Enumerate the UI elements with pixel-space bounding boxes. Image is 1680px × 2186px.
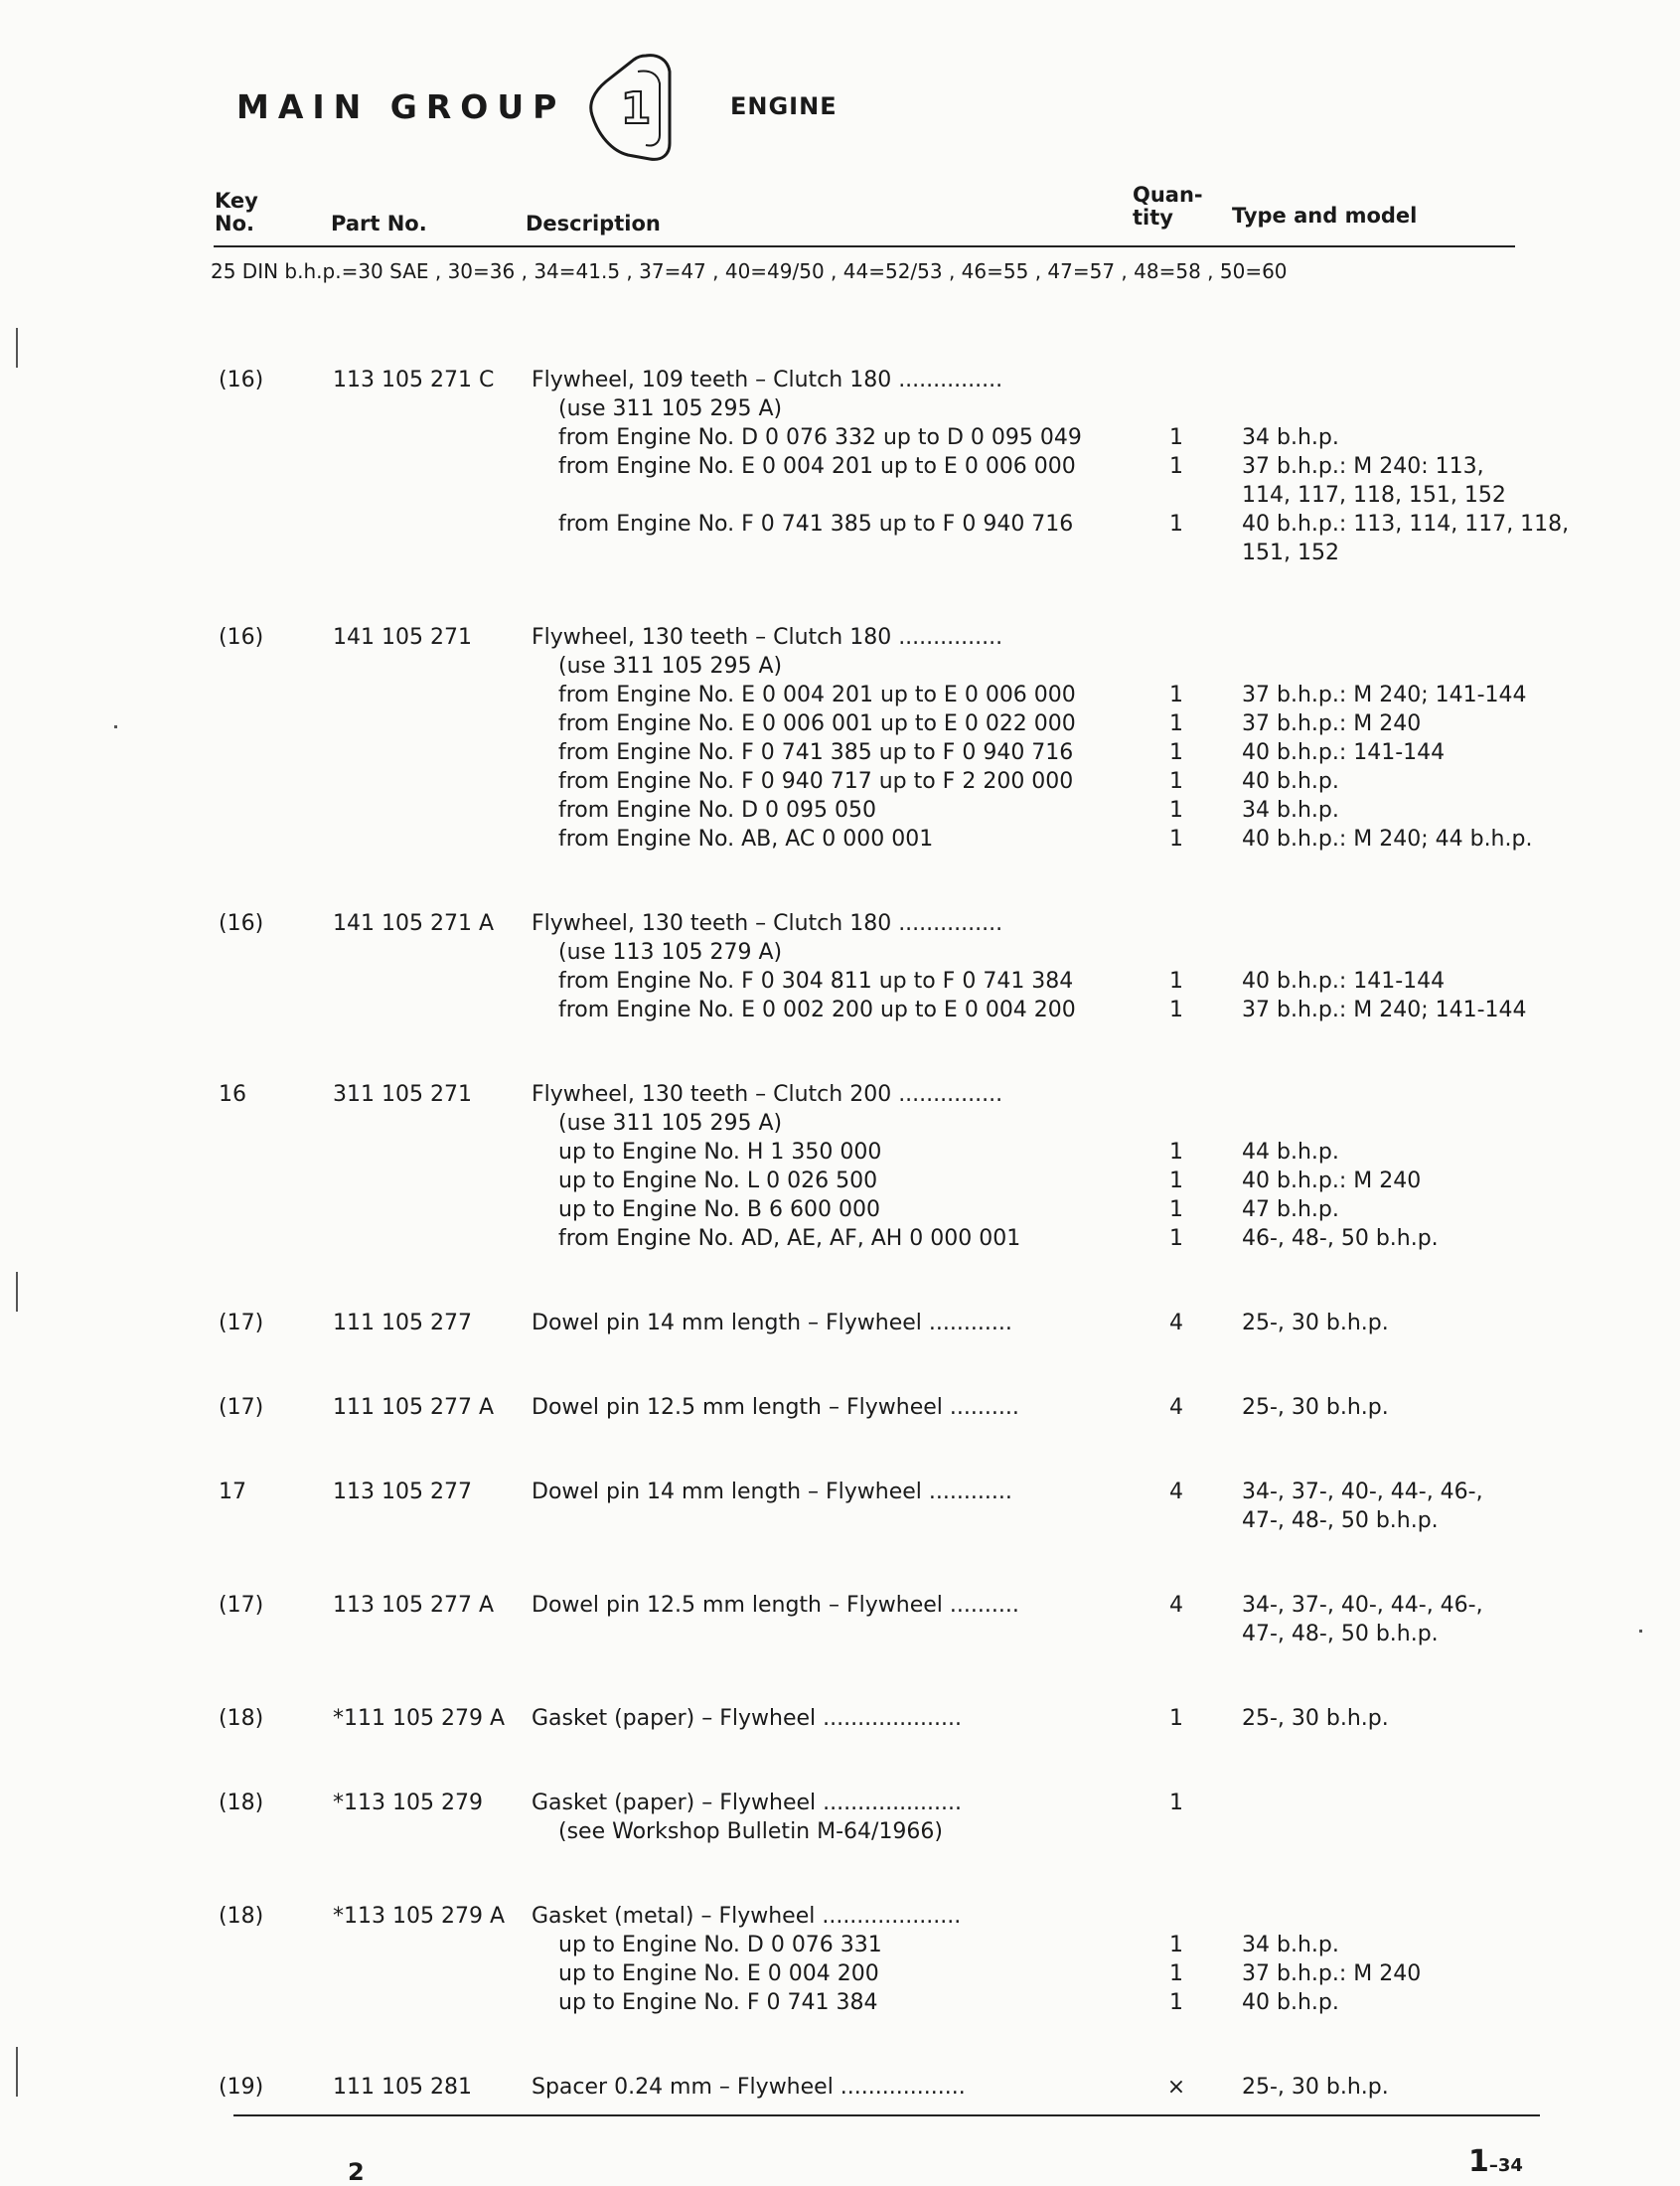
part-line — [0, 512, 1680, 541]
part-line — [0, 740, 1680, 769]
part-line — [0, 1311, 1680, 1339]
header-part-no: Part No. — [331, 212, 427, 235]
quantity: 1 — [1169, 998, 1183, 1022]
type-model: 37 b.h.p.: M 240: 113, — [1242, 454, 1484, 479]
part-line — [0, 1226, 1680, 1255]
part-line — [0, 969, 1680, 998]
part-entry — [0, 911, 1680, 1026]
type-model: 34-, 37-, 40-, 44-, 46-, — [1242, 1593, 1483, 1618]
part-line — [0, 1933, 1680, 1961]
parts-list — [0, 368, 1680, 2159]
part-line — [0, 483, 1680, 512]
description: (use 311 105 295 A) — [558, 654, 783, 679]
description: from Engine No. F 0 304 811 up to F 0 741 384 — [558, 969, 1074, 994]
part-number: 141 105 271 A — [333, 911, 495, 936]
description: from Engine No. E 0 006 001 up to E 0 022 000 — [558, 711, 1076, 736]
header-quantity-line1: Quan- — [1133, 183, 1203, 207]
type-model: 34 b.h.p. — [1242, 425, 1339, 450]
quantity: 1 — [1169, 683, 1183, 707]
part-line — [0, 454, 1680, 483]
part-line — [0, 1111, 1680, 1140]
part-line — [0, 1169, 1680, 1197]
type-model: 40 b.h.p.: 141-144 — [1242, 969, 1446, 994]
part-number: 111 105 277 — [333, 1311, 472, 1335]
scan-mark — [16, 2047, 18, 2097]
quantity: 4 — [1169, 1311, 1183, 1335]
quantity: 1 — [1169, 512, 1183, 537]
type-model: 40 b.h.p. — [1242, 1990, 1339, 2015]
part-entry — [0, 1311, 1680, 1339]
part-number: *113 105 279 A — [333, 1904, 506, 1929]
description: from Engine No. F 0 741 385 up to F 0 940 716 — [558, 740, 1074, 765]
part-entry — [0, 1706, 1680, 1735]
description: from Engine No. AD, AE, AF, AH 0 000 001 — [558, 1226, 1021, 1251]
key-number: 17 — [219, 1480, 246, 1504]
description: Flywheel, 130 teeth – Clutch 180 ............... — [532, 911, 1003, 936]
header-type-model: Type and model — [1232, 204, 1418, 228]
description: from Engine No. E 0 004 201 up to E 0 006 000 — [558, 454, 1076, 479]
part-entry — [0, 1395, 1680, 1424]
description: from Engine No. D 0 095 050 — [558, 798, 876, 823]
type-model: 44 b.h.p. — [1242, 1140, 1339, 1165]
type-model: 37 b.h.p.: M 240; 141-144 — [1242, 998, 1527, 1022]
page-number-sub: –34 — [1488, 2155, 1523, 2176]
key-number: (17) — [219, 1311, 264, 1335]
description: Gasket (paper) – Flywheel .................... — [532, 1706, 963, 1731]
quantity: 1 — [1169, 798, 1183, 823]
quantity: 1 — [1169, 1706, 1183, 1731]
description: from Engine No. D 0 076 332 up to D 0 095 049 — [558, 425, 1082, 450]
header-description: Description — [526, 212, 661, 235]
group-number: 1 — [620, 83, 652, 134]
quantity: 1 — [1169, 1961, 1183, 1986]
key-number: (18) — [219, 1706, 264, 1731]
part-line — [0, 1593, 1680, 1622]
key-number: (16) — [219, 368, 264, 392]
quantity: 1 — [1169, 740, 1183, 765]
type-model: 34 b.h.p. — [1242, 1933, 1339, 1957]
part-line — [0, 683, 1680, 711]
description: up to Engine No. F 0 741 384 — [558, 1990, 878, 2015]
type-model: 37 b.h.p.: M 240; 141-144 — [1242, 683, 1527, 707]
header-rule — [214, 245, 1515, 247]
quantity: 4 — [1169, 1480, 1183, 1504]
part-number: *111 105 279 A — [333, 1706, 506, 1731]
quantity: 1 — [1169, 1197, 1183, 1222]
description: (use 311 105 295 A) — [558, 1111, 783, 1136]
description: Flywheel, 130 teeth – Clutch 180 ............... — [532, 625, 1003, 650]
part-number: 113 105 277 — [333, 1480, 472, 1504]
page-number — [1468, 2144, 1523, 2179]
part-line — [0, 1395, 1680, 1424]
quantity: 1 — [1169, 769, 1183, 794]
type-model: 34-, 37-, 40-, 44-, 46-, — [1242, 1480, 1483, 1504]
part-line — [0, 911, 1680, 940]
description: Dowel pin 14 mm length – Flywheel ............ — [532, 1480, 1012, 1504]
type-model: 47 b.h.p. — [1242, 1197, 1339, 1222]
type-model: 25-, 30 b.h.p. — [1242, 1706, 1389, 1731]
part-line — [0, 1197, 1680, 1226]
type-model: 47-, 48-, 50 b.h.p. — [1242, 1508, 1439, 1533]
part-entry — [0, 625, 1680, 856]
description: (use 311 105 295 A) — [558, 396, 783, 421]
description: Dowel pin 12.5 mm length – Flywheel .......... — [532, 1593, 1019, 1618]
description: Dowel pin 14 mm length – Flywheel ............ — [532, 1311, 1012, 1335]
part-line — [0, 1480, 1680, 1508]
part-line — [0, 396, 1680, 425]
part-line — [0, 827, 1680, 856]
quantity: × — [1166, 2075, 1186, 2100]
type-model: 40 b.h.p.: M 240 — [1242, 1169, 1422, 1193]
scan-mark — [1639, 1630, 1642, 1633]
part-number: 141 105 271 — [333, 625, 472, 650]
part-entry — [0, 1904, 1680, 2019]
part-line — [0, 654, 1680, 683]
description: Spacer 0.24 mm – Flywheel .................. — [532, 2075, 966, 2100]
description: Gasket (paper) – Flywheel .................... — [532, 1791, 963, 1815]
key-number: (17) — [219, 1593, 264, 1618]
description: Flywheel, 109 teeth – Clutch 180 ............... — [532, 368, 1003, 392]
part-number: 113 105 277 A — [333, 1593, 495, 1618]
section-title: ENGINE — [730, 92, 838, 120]
part-line — [0, 541, 1680, 569]
quantity: 1 — [1169, 969, 1183, 994]
key-number: (18) — [219, 1791, 264, 1815]
type-model: 40 b.h.p. — [1242, 769, 1339, 794]
quantity: 1 — [1169, 1791, 1183, 1815]
quantity: 1 — [1169, 827, 1183, 852]
key-number: (19) — [219, 2075, 264, 2100]
part-number: 111 105 281 — [333, 2075, 472, 2100]
type-model: 40 b.h.p.: M 240; 44 b.h.p. — [1242, 827, 1533, 852]
scan-mark — [16, 328, 18, 368]
part-line — [0, 425, 1680, 454]
page-number-main: 1 — [1468, 2144, 1489, 2179]
header-key-line2: No. — [215, 212, 254, 235]
part-number: 311 105 271 — [333, 1082, 472, 1107]
key-number: 16 — [219, 1082, 246, 1107]
key-number: (16) — [219, 911, 264, 936]
type-model: 25-, 30 b.h.p. — [1242, 1311, 1389, 1335]
description: (use 113 105 279 A) — [558, 940, 783, 965]
scan-mark — [16, 1272, 18, 1312]
quantity: 1 — [1169, 1226, 1183, 1251]
part-line — [0, 1622, 1680, 1650]
description: up to Engine No. L 0 026 500 — [558, 1169, 878, 1193]
part-number: 111 105 277 A — [333, 1395, 495, 1420]
part-line — [0, 1819, 1680, 1848]
description: from Engine No. AB, AC 0 000 001 — [558, 827, 934, 852]
description: up to Engine No. B 6 600 000 — [558, 1197, 880, 1222]
part-entry — [0, 2075, 1680, 2104]
description: (see Workshop Bulletin M-64/1966) — [558, 1819, 944, 1844]
part-line — [0, 1791, 1680, 1819]
part-line — [0, 1904, 1680, 1933]
header-quantity-line2: tity — [1133, 206, 1173, 230]
part-line — [0, 711, 1680, 740]
part-line — [0, 2075, 1680, 2104]
key-number: (17) — [219, 1395, 264, 1420]
part-line — [0, 998, 1680, 1026]
part-entry — [0, 1082, 1680, 1255]
description: up to Engine No. H 1 350 000 — [558, 1140, 882, 1165]
type-model: 25-, 30 b.h.p. — [1242, 1395, 1389, 1420]
main-group-title: MAIN GROUP — [236, 87, 566, 126]
part-number: *113 105 279 — [333, 1791, 483, 1815]
type-model: 25-, 30 b.h.p. — [1242, 2075, 1389, 2100]
description: from Engine No. F 0 940 717 up to F 2 200 000 — [558, 769, 1074, 794]
footer-rule — [233, 2114, 1540, 2116]
part-number: 113 105 271 C — [333, 368, 495, 392]
description: from Engine No. E 0 002 200 up to E 0 004 200 — [558, 998, 1076, 1022]
description: up to Engine No. D 0 076 331 — [558, 1933, 882, 1957]
type-model: 47-, 48-, 50 b.h.p. — [1242, 1622, 1439, 1646]
quantity: 4 — [1169, 1395, 1183, 1420]
quantity: 1 — [1169, 1140, 1183, 1165]
type-model: 37 b.h.p.: M 240 — [1242, 1961, 1422, 1986]
type-model: 34 b.h.p. — [1242, 798, 1339, 823]
part-line — [0, 1961, 1680, 1990]
type-model: 40 b.h.p.: 113, 114, 117, 118, — [1242, 512, 1570, 537]
description: from Engine No. E 0 004 201 up to E 0 006 000 — [558, 683, 1076, 707]
key-number: (18) — [219, 1904, 264, 1929]
part-entry — [0, 1480, 1680, 1537]
quantity: 1 — [1169, 711, 1183, 736]
quantity: 1 — [1169, 1933, 1183, 1957]
quantity: 4 — [1169, 1593, 1183, 1618]
part-line — [0, 625, 1680, 654]
description: from Engine No. F 0 741 385 up to F 0 940 716 — [558, 512, 1074, 537]
type-model: 40 b.h.p.: 141-144 — [1242, 740, 1446, 765]
description: Dowel pin 12.5 mm length – Flywheel .......... — [532, 1395, 1019, 1420]
part-line — [0, 368, 1680, 396]
quantity: 1 — [1169, 454, 1183, 479]
description: Flywheel, 130 teeth – Clutch 200 ............... — [532, 1082, 1003, 1107]
part-line — [0, 769, 1680, 798]
description: up to Engine No. E 0 004 200 — [558, 1961, 879, 1986]
quantity: 1 — [1169, 1990, 1183, 2015]
quantity: 1 — [1169, 1169, 1183, 1193]
group-number-badge — [588, 52, 678, 163]
type-model: 114, 117, 118, 151, 152 — [1242, 483, 1506, 508]
part-line — [0, 1990, 1680, 2019]
part-entry — [0, 368, 1680, 569]
description: Gasket (metal) – Flywheel .................... — [532, 1904, 962, 1929]
part-entry — [0, 1593, 1680, 1650]
header-key-line1: Key — [215, 189, 258, 213]
type-model: 37 b.h.p.: M 240 — [1242, 711, 1422, 736]
key-number: (16) — [219, 625, 264, 650]
quantity: 1 — [1169, 425, 1183, 450]
footer-mark: 2 — [348, 2158, 365, 2186]
type-model: 46-, 48-, 50 b.h.p. — [1242, 1226, 1439, 1251]
type-model: 151, 152 — [1242, 541, 1339, 565]
part-line — [0, 798, 1680, 827]
part-line — [0, 1508, 1680, 1537]
hp-conversion-note: 25 DIN b.h.p.=30 SAE , 30=36 , 34=41.5 , 37=47 , 40=49/50 , 44=52/53 , 46=55 , 47=57 , 48=58 , 50=60 — [211, 259, 1288, 283]
part-entry — [0, 1791, 1680, 1848]
part-line — [0, 1706, 1680, 1735]
scan-mark — [114, 725, 117, 728]
part-line — [0, 1082, 1680, 1111]
part-line — [0, 940, 1680, 969]
part-line — [0, 1140, 1680, 1169]
